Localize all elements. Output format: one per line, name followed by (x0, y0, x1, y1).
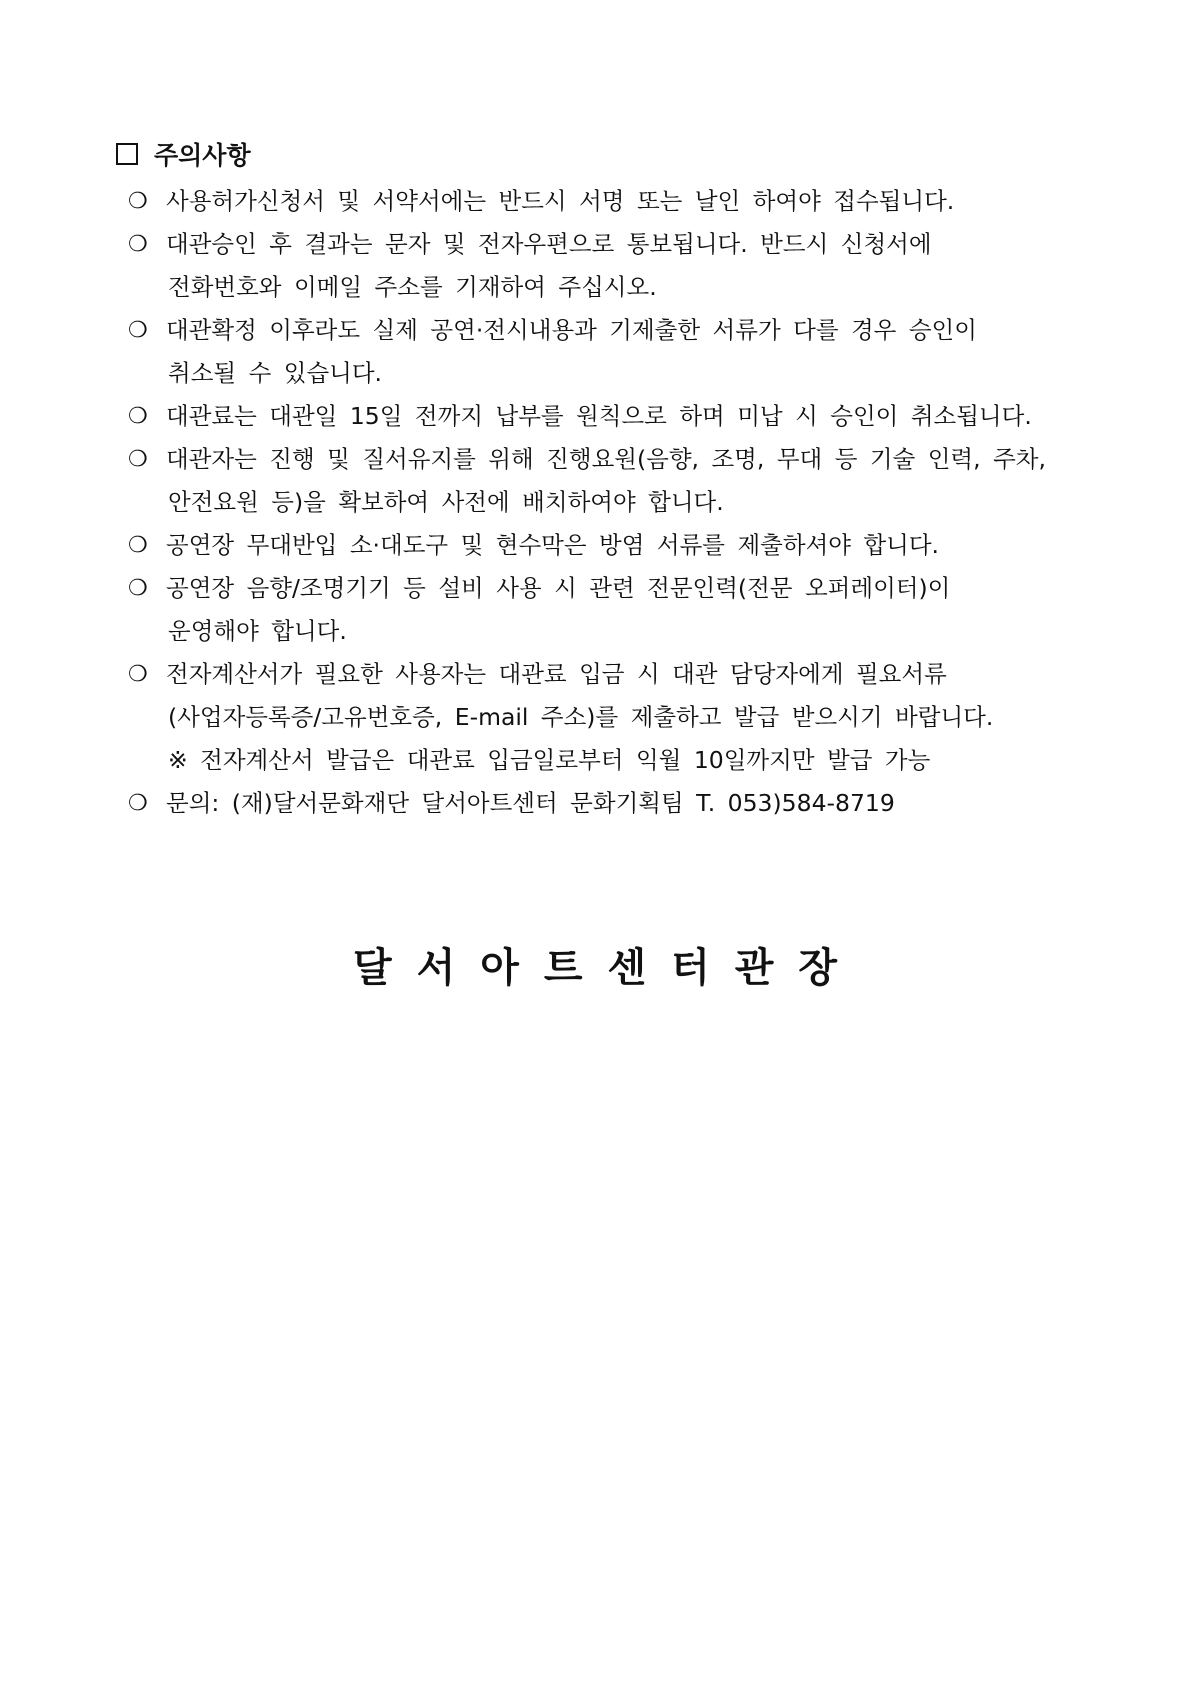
note-item (128, 309, 1058, 395)
note-line: 문의: (재)달서문화재단 달서아트센터 문화기획팀 T. 053)584-8719 (166, 789, 895, 817)
note-item (128, 180, 1058, 223)
note-line: 대관자는 진행 및 질서유지를 위해 진행요원(음향, 조명, 무대 등 기술 인력, 주차, (166, 445, 1046, 473)
circle-bullet-icon: ❍ (128, 533, 148, 558)
circle-bullet-icon: ❍ (128, 404, 148, 429)
circle-bullet-icon: ❍ (128, 576, 148, 601)
signature-title: 달서아트센터관장 (352, 945, 863, 991)
note-line: 전자계산서가 필요한 사용자는 대관료 입금 시 대관 담당자에게 필요서류 (166, 660, 947, 688)
note-line: 대관승인 후 결과는 문자 및 전자우편으로 통보됩니다. 반드시 신청서에 (166, 230, 932, 258)
note-line: 사용허가신청서 및 서약서에는 반드시 서명 또는 날인 하여야 접수됩니다. (166, 187, 955, 215)
circle-bullet-icon: ❍ (128, 662, 148, 687)
note-line: 대관확정 이후라도 실제 공연·전시내용과 기제출한 서류가 다를 경우 승인이 (166, 316, 977, 344)
note-item (128, 223, 1058, 309)
note-item (128, 567, 1058, 653)
note-item (128, 524, 1058, 567)
circle-bullet-icon: ❍ (128, 318, 148, 343)
note-line: 전화번호와 이메일 주소를 기재하여 주십시오. (168, 273, 657, 301)
note-line: 대관료는 대관일 15일 전까지 납부를 원칙으로 하며 미납 시 승인이 취소됩니다. (166, 402, 1032, 430)
circle-bullet-icon: ❍ (128, 189, 148, 214)
circle-bullet-icon: ❍ (128, 232, 148, 257)
note-line: ※ 전자계산서 발급은 대관료 입금일로부터 익월 10일까지만 발급 가능 (168, 746, 931, 774)
note-item (128, 438, 1058, 524)
note-line: 취소될 수 있습니다. (168, 359, 383, 387)
notes-list (128, 180, 1058, 825)
section-header (116, 136, 251, 172)
note-line: 안전요원 등)을 확보하여 사전에 배치하여야 합니다. (168, 488, 724, 516)
circle-bullet-icon: ❍ (128, 791, 148, 816)
note-item (128, 782, 1058, 825)
note-item (128, 395, 1058, 438)
note-line: 운영해야 합니다. (168, 617, 347, 645)
note-item (128, 653, 1058, 782)
circle-bullet-icon: ❍ (128, 447, 148, 472)
note-line: 공연장 무대반입 소·대도구 및 현수막은 방염 서류를 제출하셔야 합니다. (166, 531, 940, 559)
checkbox-square-icon (116, 143, 138, 165)
note-line: (사업자등록증/고유번호증, E-mail 주소)를 제출하고 발급 받으시기 바랍니다. (168, 703, 994, 731)
section-title: 주의사항 (154, 141, 251, 170)
note-line: 공연장 음향/조명기기 등 설비 사용 시 관련 전문인력(전문 오퍼레이터)이 (166, 574, 951, 602)
